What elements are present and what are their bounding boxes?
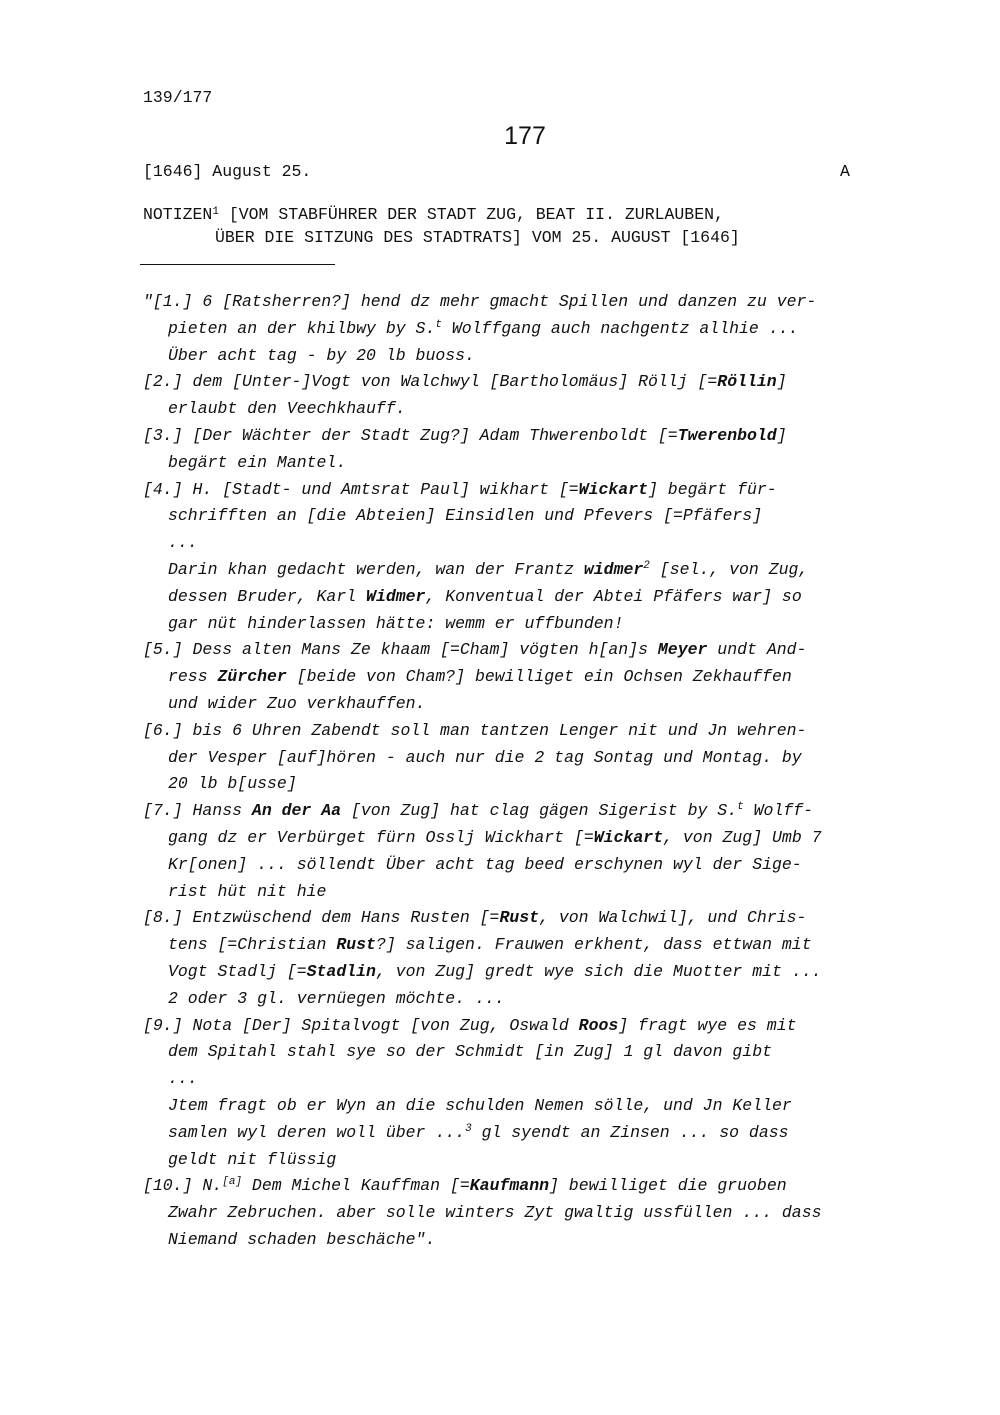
title-line-2: ÜBER DIE SITZUNG DES STADTRATS] VOM 25. AUGUST [1646] <box>215 228 740 247</box>
footnote-marker: 2 <box>643 559 650 572</box>
name-highlight: Wickart <box>578 479 648 499</box>
text-segment: [6.] bis 6 Uhren Zabendt soll man tantzen Lenger nit und Jn wehren- <box>143 720 807 740</box>
name-highlight: Wickart <box>593 827 664 847</box>
text-line <box>143 530 913 557</box>
text-segment: ress <box>168 667 218 687</box>
text-line <box>143 289 913 316</box>
text-line <box>143 1173 913 1200</box>
name-highlight: Meyer <box>657 640 708 660</box>
name-highlight: Twerenbold <box>677 425 777 445</box>
text-segment: Dem Michel Kauffman [= <box>242 1176 470 1196</box>
text-line <box>143 1066 913 1093</box>
document-title <box>143 201 903 249</box>
footnote-marker: 1 <box>212 206 219 218</box>
text-segment: [7.] Hanss <box>143 801 252 821</box>
document-letter: A <box>840 162 850 181</box>
text-segment: schrifften an [die Abteien] Einsidlen und Pfevers [=Pfäfers] <box>168 506 763 526</box>
text-line <box>143 825 913 852</box>
text-segment: Vogt Stadlj [= <box>168 961 307 981</box>
name-highlight: Kaufmann <box>469 1176 549 1196</box>
text-segment: , von Zug] Umb 7 <box>663 827 822 847</box>
text-line <box>143 477 913 504</box>
text-line <box>143 423 913 450</box>
text-segment: "[1.] 6 [Ratsherren?] hend dz mehr gmacht Spillen und danzen zu ver- <box>143 292 817 311</box>
text-segment: pieten an der khilbwy by S. <box>168 318 436 338</box>
text-segment: ] <box>776 425 787 445</box>
text-line <box>143 1013 913 1040</box>
page-reference: 139/177 <box>143 88 213 107</box>
text-segment: ?] saligen. Frauwen erkhent, dass ettwan mit <box>375 935 812 955</box>
transcription-body <box>143 289 913 1254</box>
text-segment: [von Zug] hat clag gägen Sigerist by S. <box>341 801 738 821</box>
footnote-marker: [a] <box>222 1176 243 1189</box>
text-line <box>143 852 913 879</box>
text-line <box>143 718 913 745</box>
title-line-1 <box>143 205 724 224</box>
name-highlight: Widmer <box>366 586 426 606</box>
text-line <box>143 745 913 772</box>
name-highlight: Rust <box>499 908 540 928</box>
text-segment: Darin khan gedacht werden, wan der Frantz <box>168 559 584 579</box>
text-segment: ] <box>776 372 787 392</box>
text-segment: gang dz er Verbürget fürn Osslj Wickhart [= <box>168 827 594 847</box>
text-segment: dessen Bruder, Karl <box>168 586 367 606</box>
text-segment: samlen wyl deren woll über ... <box>168 1122 466 1142</box>
text-line <box>143 503 913 530</box>
text-segment: [sel., von Zug, <box>649 559 809 579</box>
text-line <box>143 986 913 1013</box>
text-line <box>143 1039 913 1066</box>
text-segment: und wider Zuo verkhauffen. <box>168 693 426 713</box>
text-line <box>143 396 913 423</box>
text-line <box>143 343 913 370</box>
text-segment: gar nüt hinderlassen hätte: wemm er uffbunden! <box>168 613 624 633</box>
text-segment: 2 oder 3 gl. vernüegen möchte. ... <box>168 988 505 1008</box>
text-line <box>143 798 913 825</box>
text-line <box>143 959 913 986</box>
title-text: [VOM STABFÜHRER DER STADT ZUG, BEAT II. ZURLAUBEN, <box>218 205 724 224</box>
footnote-marker: t <box>435 318 442 331</box>
text-segment: ] bewilliget die gruoben <box>549 1176 787 1196</box>
text-line <box>143 1093 913 1120</box>
name-highlight: Rust <box>336 935 376 955</box>
name-highlight: An der Aa <box>251 801 342 821</box>
text-segment: ... <box>168 533 198 553</box>
text-segment: erlaubt den Veechkhauff. <box>168 399 406 419</box>
text-segment: [2.] dem [Unter-]Vogt von Walchwyl [Bartholomäus] Röllj [= <box>143 372 718 392</box>
text-segment: [5.] Dess alten Mans Ze khaam [=Cham] vögten h[an]s <box>143 640 658 660</box>
text-segment: Wolff- <box>743 801 814 821</box>
text-segment: , von Zug] gredt wye sich die Muotter mit ... <box>375 961 822 981</box>
text-line <box>143 584 913 611</box>
text-line <box>143 557 913 584</box>
text-segment: , Konventual der Abtei Pfäfers war] so <box>425 586 802 606</box>
text-line <box>143 450 913 477</box>
text-line <box>143 1120 913 1147</box>
document-number: 177 <box>504 122 546 150</box>
text-segment: Zwahr Zebruchen. aber solle winters Zyt gwaltig ussfüllen ... dass <box>168 1203 822 1223</box>
text-segment: gl syendt an Zinsen ... so dass <box>471 1122 789 1142</box>
name-highlight: Zürcher <box>217 667 287 687</box>
text-line <box>143 771 913 798</box>
name-highlight: Roos <box>578 1015 619 1035</box>
text-line <box>143 691 913 718</box>
text-segment: Jtem fragt ob er Wyn an die schulden Nemen sölle, und Jn Keller <box>168 1095 792 1115</box>
footnote-marker: 3 <box>465 1122 472 1135</box>
text-line <box>143 369 913 396</box>
document-date: [1646] August 25. <box>143 162 312 181</box>
name-highlight: Röllin <box>717 372 777 392</box>
text-segment: ] fragt wye es mit <box>618 1015 797 1035</box>
text-segment: dem Spitahl stahl sye so der Schmidt [in Zug] 1 gl davon gibt <box>168 1042 772 1062</box>
text-line <box>143 932 913 959</box>
text-segment: geldt nit flüssig <box>168 1149 337 1169</box>
text-line <box>143 1227 913 1254</box>
text-line <box>143 1200 913 1227</box>
footnote-marker: t <box>737 801 744 814</box>
text-line <box>143 905 913 932</box>
text-segment: [10.] N. <box>143 1176 223 1196</box>
text-segment: begärt ein Mantel. <box>168 452 347 472</box>
title-text: NOTIZEN <box>143 205 213 224</box>
name-highlight: widmer <box>583 559 644 579</box>
text-line <box>143 637 913 664</box>
text-segment: [8.] Entzwüschend dem Hans Rusten [= <box>143 908 500 928</box>
text-segment: Wolffgang auch nachgentz allhie ... <box>441 318 799 338</box>
text-segment: [3.] [Der Wächter der Stadt Zug?] Adam Thwerenboldt [= <box>143 425 678 445</box>
text-segment: [beide von Cham?] bewilliget ein Ochsen Zekhauffen <box>286 667 792 687</box>
text-segment: [9.] Nota [Der] Spitalvogt [von Zug, Oswald <box>143 1015 579 1035</box>
text-line <box>143 1147 913 1174</box>
text-segment: Niemand schaden beschäche". <box>168 1229 436 1249</box>
text-line <box>143 879 913 906</box>
text-segment: der Vesper [auf]hören - auch nur die 2 tag Sontag und Montag. by <box>168 747 802 767</box>
text-segment: , von Walchwil], und Chris- <box>539 908 807 928</box>
text-segment: rist hüt nit hie <box>168 881 327 901</box>
name-highlight: Stadlin <box>306 961 376 981</box>
text-segment: tens [=Christian <box>168 935 337 955</box>
text-line <box>143 316 913 343</box>
text-segment: undt And- <box>707 640 807 660</box>
text-line <box>143 664 913 691</box>
text-segment: ... <box>168 1069 198 1089</box>
text-segment: 20 lb b[usse] <box>168 774 297 794</box>
text-segment: [4.] H. [Stadt- und Amtsrat Paul] wikhart [= <box>143 479 579 499</box>
text-line <box>143 611 913 638</box>
text-segment: Kr[onen] ... söllendt Über acht tag beed erschynen wyl der Sige- <box>168 854 802 874</box>
divider-rule <box>140 264 335 265</box>
text-segment: ] begärt für- <box>647 479 777 499</box>
text-segment: Über acht tag - by 20 lb buoss. <box>168 345 475 365</box>
